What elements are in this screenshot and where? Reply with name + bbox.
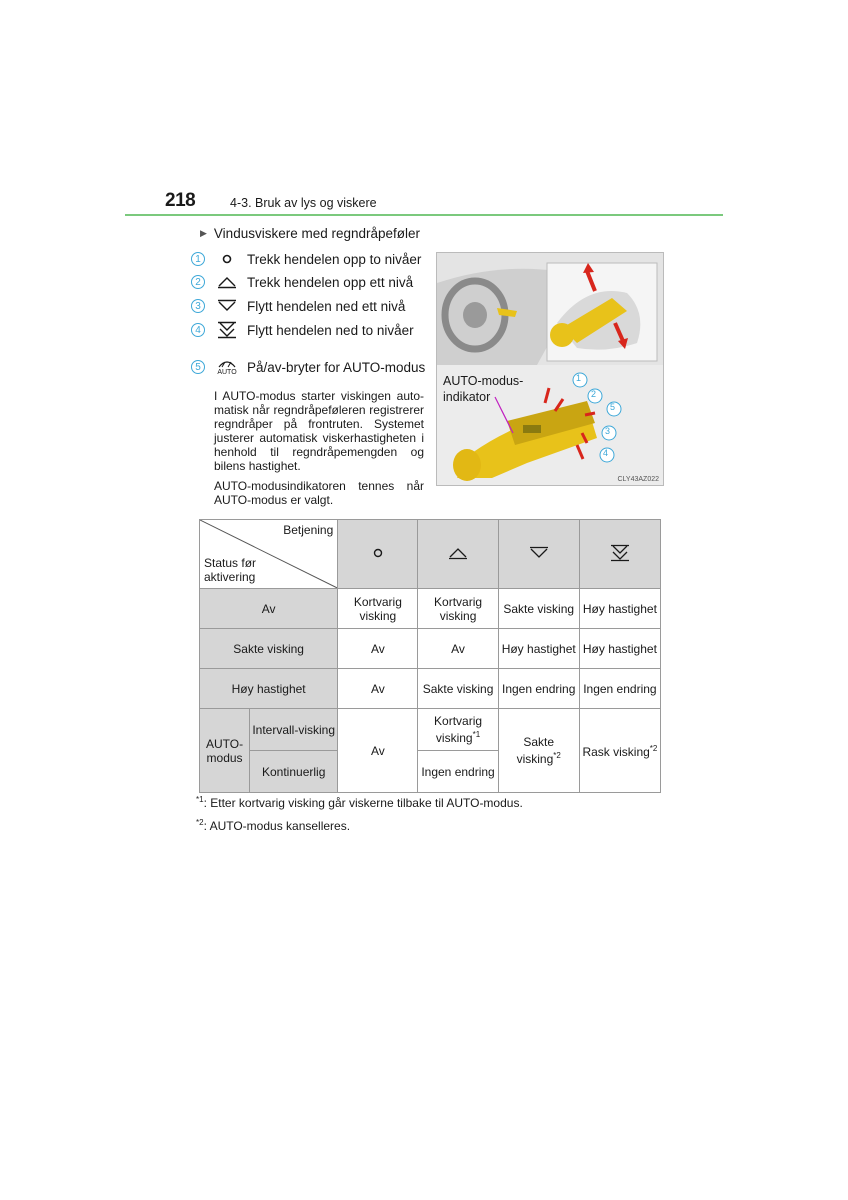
table-cell: Kortvarig visking xyxy=(338,589,418,629)
table-cell: Ingen endring xyxy=(418,751,498,793)
table-cell: Høy hastighet xyxy=(579,589,660,629)
table-row xyxy=(200,629,661,669)
table-cell: Ingen endring xyxy=(498,669,579,709)
table-cell: Høy hastighet xyxy=(579,629,660,669)
section-title: 4-3. Bruk av lys og viskere xyxy=(230,196,377,210)
footnote-mark: *1 xyxy=(196,795,204,804)
triangle-up-icon xyxy=(448,546,468,560)
sub-row-label: Intervall-visking xyxy=(250,709,338,751)
callout-2: 2 xyxy=(591,389,597,399)
footnote-mark: *2 xyxy=(196,818,204,827)
table-cell xyxy=(498,709,579,793)
table-cell: Av xyxy=(338,709,418,793)
footnote-2 xyxy=(196,818,350,833)
page-number: 218 xyxy=(165,190,196,211)
list-item-1 xyxy=(191,249,421,269)
subheading-text: Vindusviskere med regndråpeføler xyxy=(213,226,421,241)
table-cell: Av xyxy=(338,669,418,709)
list-item-5 xyxy=(191,355,425,379)
triangle-down-icon xyxy=(529,546,549,560)
footnote-text: : AUTO-modus kanselleres. xyxy=(203,819,351,833)
subheading xyxy=(200,226,420,241)
item-text: Flytt hendelen ned ett nivå xyxy=(247,298,406,314)
auto-icon-label: AUTO xyxy=(217,368,237,376)
row-label: AUTO-modus xyxy=(200,709,250,793)
table-row xyxy=(200,709,661,751)
item-text: På/av-bryter for AUTO-modus xyxy=(247,359,426,375)
footnote-mark: *2 xyxy=(649,744,658,753)
double-triangle-down-icon xyxy=(610,544,630,562)
cell-text: Rask visking xyxy=(582,745,650,759)
header-circle xyxy=(338,520,418,589)
table-row xyxy=(200,589,661,629)
circle-icon xyxy=(372,547,384,559)
label-line-1: AUTO-modus- xyxy=(443,374,524,388)
callout-1: 1 xyxy=(576,373,582,383)
callout-number: 5 xyxy=(191,360,205,374)
auto-mode-indicator-label xyxy=(443,373,523,405)
operation-header: Betjening xyxy=(283,523,334,537)
table-header-row xyxy=(200,520,661,589)
label-line-2: indikator xyxy=(443,390,491,404)
triangle-down-icon xyxy=(215,299,239,313)
table-cell xyxy=(418,709,498,751)
table-cell xyxy=(579,709,660,793)
double-triangle-down-icon xyxy=(215,321,239,339)
corner-header-cell xyxy=(200,520,338,589)
callout-number: 3 xyxy=(191,299,205,313)
bullet-triangle-icon: ▶ xyxy=(200,228,207,238)
item-text: Trekk hendelen opp to nivåer xyxy=(247,251,422,267)
description-paragraph-1: I AUTO-modus starter viskingen auto-matisk når regndråpeføleren registrerer regndråper på frontruten. Systemet justerer automatisk viskerhastigheten i henhold til regndråpemengden og bilens hastighet. xyxy=(214,389,424,473)
table-cell: Av xyxy=(338,629,418,669)
item-text: Flytt hendelen ned to nivåer xyxy=(247,322,414,338)
callout-3: 3 xyxy=(605,426,611,436)
header-triangle-up xyxy=(418,520,498,589)
footnote-mark: *1 xyxy=(472,730,481,739)
cell-text: Kortvarig visking xyxy=(434,714,483,745)
wiper-operation-table xyxy=(199,519,661,793)
sub-row-label: Kontinuerlig xyxy=(250,751,338,793)
footnote-mark: *2 xyxy=(553,751,561,760)
item-text: Trekk hendelen opp ett nivå xyxy=(247,274,414,290)
callout-number: 4 xyxy=(191,323,205,337)
table-cell: Av xyxy=(418,629,498,669)
callout-number: 2 xyxy=(191,275,205,289)
callout-number: 1 xyxy=(191,252,205,266)
table-cell: Kortvarig visking xyxy=(418,589,498,629)
header-double-triangle-down xyxy=(579,520,660,589)
list-item-3 xyxy=(191,296,405,316)
table-cell: Ingen endring xyxy=(579,669,660,709)
circle-icon xyxy=(215,253,239,265)
triangle-up-icon xyxy=(215,275,239,289)
table-row xyxy=(200,669,661,709)
figure-code: CLY43AZ022 xyxy=(617,476,659,483)
status-header: Status før aktivering xyxy=(204,556,257,584)
list-item-2 xyxy=(191,272,413,292)
cell-text: Sakte visking xyxy=(516,735,555,766)
row-label: Av xyxy=(200,589,338,629)
description-paragraph-2: AUTO-modusindikatoren tennes når AUTO-modus er valgt. xyxy=(214,479,424,507)
table-cell: Høy hastighet xyxy=(498,629,579,669)
table-cell: Sakte visking xyxy=(498,589,579,629)
header-triangle-down xyxy=(498,520,579,589)
callout-5: 5 xyxy=(610,402,616,412)
wiper-lever-illustration xyxy=(436,252,664,486)
footnote-text: : Etter kortvarig visking går viskerne tilbake til AUTO-modus. xyxy=(203,796,523,810)
header-rule xyxy=(125,214,723,216)
callout-4: 4 xyxy=(603,448,609,458)
list-item-4 xyxy=(191,320,414,340)
row-label: Høy hastighet xyxy=(200,669,338,709)
row-label: Sakte visking xyxy=(200,629,338,669)
illustration-graphic xyxy=(437,253,663,485)
footnote-1 xyxy=(196,795,523,810)
auto-wiper-icon xyxy=(215,358,239,377)
table-cell: Sakte visking xyxy=(418,669,498,709)
